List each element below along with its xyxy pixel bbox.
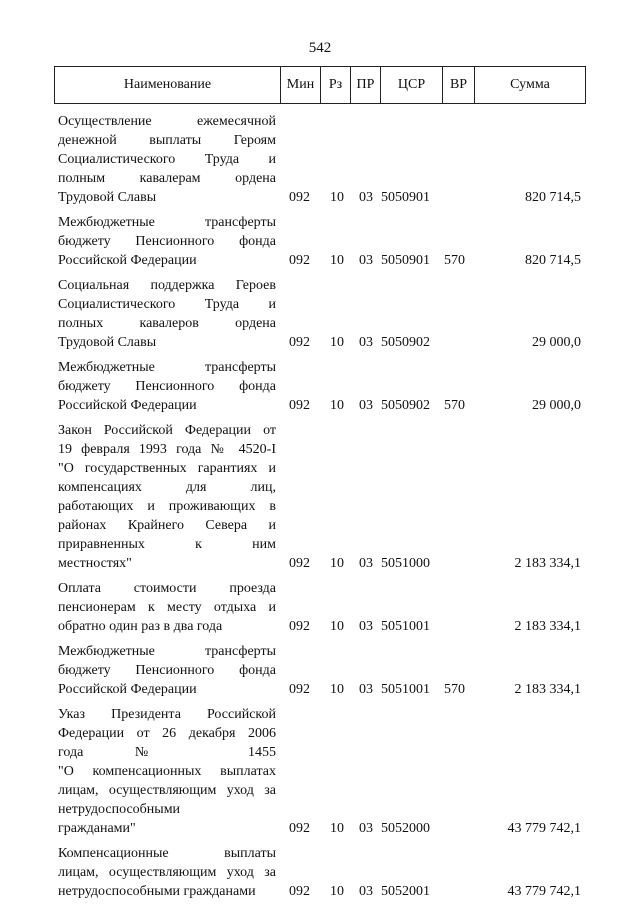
row-csr: 5052001 — [381, 884, 430, 899]
row-csr: 5051001 — [381, 619, 430, 634]
row-min: 092 — [289, 190, 310, 205]
row-sum: 2 183 334,1 — [514, 682, 581, 697]
row-rz: 10 — [330, 682, 344, 697]
header-csr: ЦСР — [381, 67, 443, 103]
header-min: Мин — [281, 67, 321, 103]
table-row — [54, 844, 586, 901]
header-rz: Рз — [321, 67, 351, 103]
row-csr: 5052000 — [381, 821, 430, 836]
row-pr: 03 — [359, 884, 373, 899]
row-vr: 570 — [444, 253, 465, 268]
row-sum: 43 779 742,1 — [507, 884, 581, 899]
row-pr: 03 — [359, 190, 373, 205]
row-name: Оплата стоимости проезда пенсионерам к месту отдыха и обратно один раз в два года — [58, 581, 276, 634]
row-name: Указ Президента Российской Федерации от 26 декабря 2006 года № 1455 "О компенсационных выплатах лицам, осуществляющим уход за нетрудоспособными гражданами" — [58, 707, 276, 836]
row-pr: 03 — [359, 253, 373, 268]
row-rz: 10 — [330, 884, 344, 899]
row-name: Межбюджетные трансферты бюджету Пенсионного фонда Российской Федерации — [58, 644, 276, 697]
row-sum: 820 714,5 — [525, 253, 581, 268]
row-csr: 5050902 — [381, 398, 430, 413]
row-pr: 03 — [359, 398, 373, 413]
table-row — [54, 276, 586, 352]
row-csr: 5051000 — [381, 556, 430, 571]
row-pr: 03 — [359, 682, 373, 697]
row-min: 092 — [289, 556, 310, 571]
row-pr: 03 — [359, 821, 373, 836]
header-vr: ВР — [443, 67, 475, 103]
table-row — [54, 213, 586, 270]
row-name: Осуществление ежемесячной денежной выплаты Героям Социалистического Труда и полным кавалерам ордена Трудовой Славы — [58, 114, 276, 205]
row-sum: 820 714,5 — [525, 190, 581, 205]
row-rz: 10 — [330, 253, 344, 268]
row-rz: 10 — [330, 619, 344, 634]
row-min: 092 — [289, 821, 310, 836]
row-name: Компенсационные выплаты лицам, осуществляющим уход за нетрудоспособными гражданами — [58, 846, 276, 899]
row-name: Социальная поддержка Героев Социалистического Труда и полных кавалеров ордена Трудовой Славы — [58, 278, 276, 350]
row-sum: 2 183 334,1 — [514, 619, 581, 634]
row-vr: 570 — [444, 398, 465, 413]
row-sum: 29 000,0 — [532, 335, 581, 350]
row-vr: 570 — [444, 682, 465, 697]
table-row — [54, 642, 586, 699]
table-row — [54, 579, 586, 636]
row-csr: 5051001 — [381, 682, 430, 697]
row-min: 092 — [289, 884, 310, 899]
row-csr: 5050901 — [381, 190, 430, 205]
table-row — [54, 705, 586, 838]
row-rz: 10 — [330, 190, 344, 205]
row-csr: 5050901 — [381, 253, 430, 268]
row-rz: 10 — [330, 556, 344, 571]
row-rz: 10 — [330, 335, 344, 350]
row-name: Закон Российской Федерации от 19 февраля 1993 года № 4520-I "О государственных гарантиях и компенсациях для лиц, работающих и проживающих в районах Крайнего Севера и приравненных к ним местностях" — [58, 423, 276, 571]
table-row — [54, 421, 586, 573]
row-min: 092 — [289, 335, 310, 350]
table-row — [54, 358, 586, 415]
row-sum: 29 000,0 — [532, 398, 581, 413]
row-pr: 03 — [359, 335, 373, 350]
header-sum: Сумма — [510, 77, 550, 92]
row-sum: 2 183 334,1 — [514, 556, 581, 571]
row-name: Межбюджетные трансферты бюджету Пенсионного фонда Российской Федерации — [58, 215, 276, 268]
row-min: 092 — [289, 682, 310, 697]
row-name: Межбюджетные трансферты бюджету Пенсионного фонда Российской Федерации — [58, 360, 276, 413]
row-rz: 10 — [330, 398, 344, 413]
table-row — [54, 112, 586, 207]
row-min: 092 — [289, 253, 310, 268]
header-pr: ПР — [351, 67, 381, 103]
row-sum: 43 779 742,1 — [507, 821, 581, 836]
header-name: Наименование — [55, 67, 281, 103]
row-rz: 10 — [330, 821, 344, 836]
table-header — [54, 66, 586, 104]
row-min: 092 — [289, 398, 310, 413]
table-body — [54, 112, 586, 907]
page-number: 542 — [308, 40, 332, 56]
row-csr: 5050902 — [381, 335, 430, 350]
row-pr: 03 — [359, 619, 373, 634]
row-min: 092 — [289, 619, 310, 634]
row-pr: 03 — [359, 556, 373, 571]
